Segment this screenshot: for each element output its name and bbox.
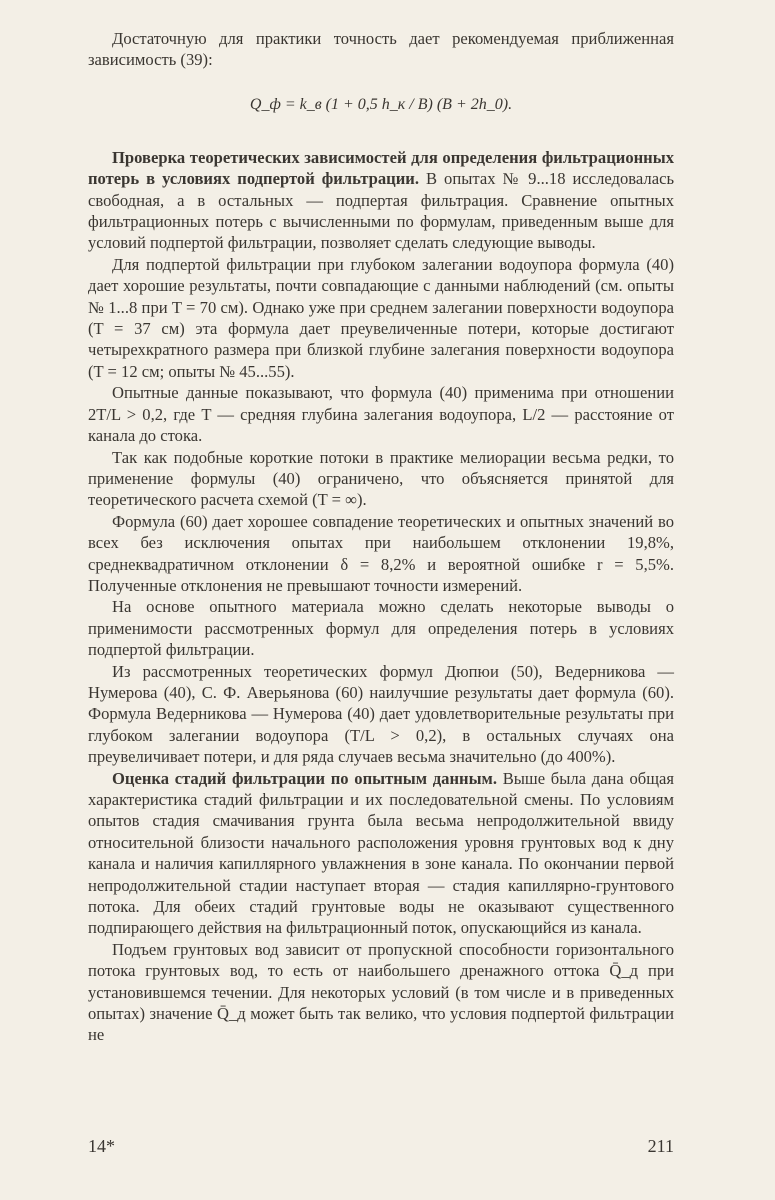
paragraph: Опытные данные показывают, что формула (40) применима при отношении 2T/L > 0,2, где T — средняя глубина залегания водоупора, L/2 — расстояние от канала до стока.: [88, 383, 674, 446]
paragraph: Формула (60) дает хорошее совпадение теоретических и опытных значений во всех без исключения опытах при наибольшем отклонении 19,8%, среднеквадратичном отклонении δ = 8,2% и вероятной ошибке r = 5,5%. Полученные отклонения не превышают точности измерений.: [88, 511, 674, 595]
page-number: 211: [647, 1136, 674, 1156]
paragraph: Подъем грунтовых вод зависит от пропускной способности горизонтального потока грунтовых вод, то есть от наибольшего дренажного оттока Q̄_д при установившемся течении. Для некоторых условий (в том числе и в приведенных опытах) значение Q̄_д может быть так велико, что условия подпертой фильтрации не: [88, 939, 674, 1045]
paragraph: Из рассмотренных теоретических формул Дюпюи (50), Ведерникова — Нумерова (40), С. Ф. Аверьянова (60) наилучшие результаты дает формула (60). Формула Ведерникова — Нумерова (40) дает удовлетворительные результаты при глубоком залегании водоупора (T/L > 0,2), в остальных случаях она преувеличивает потери, и для ряда случаев весьма значительно (до 400%).: [88, 661, 674, 767]
page-footer: [88, 1136, 674, 1157]
section-check-theory: [88, 147, 674, 254]
paragraph: На основе опытного материала можно сделать некоторые выводы о применимости рассмотренных формул для определения потерь в условиях подпертой фильтрации.: [88, 597, 674, 660]
signature-mark: 14*: [88, 1136, 115, 1156]
formula-39: Q_ф = k_в (1 + 0,5 h_к / B) (B + 2h_0).: [249, 95, 513, 113]
page-body: [88, 28, 674, 1046]
section-text: В опытах № 9...18 исследовалась свободная, а в остальных — подпертая фильтрация. Сравнение опытных фильтрационных потерь с вычисленными по формулам, приведенным выше для условий подпертой фильтрации, позволяет сделать следующие выводы.: [88, 169, 675, 253]
paragraph: Так как подобные короткие потоки в практике мелиорации весьма редки, то применение формулы (40) ограничено, что объясняется принятой для теоретического расчета схемой (T = ∞).: [88, 447, 674, 510]
intro-paragraph: Достаточную для практики точность дает рекомендуемая приближенная зависимость (39):: [88, 29, 674, 70]
section-heading: Оценка стадий фильтрации по опытным данным.: [112, 768, 497, 788]
section-heading: Проверка теоретических зависимостей для определения фильтрационных потерь в условиях подпертой фильтрации.: [88, 147, 674, 189]
section-text: Выше была дана общая характеристика стадий фильтрации и их последовательной смены. По условиям опытов стадия смачивания грунта была весьма непродолжительной ввиду относительной близости начального расположения уровня грунтовых вод к дну канала и наличия капиллярного увлажнения в зоне канала. По окончании первой непродолжительной стадии наступает вторая — стадия капиллярно-грунтового потока. Для обеих стадий грунтовые воды не оказывают существенного подпирающего действия на фильтрационный поток, опускающийся из канала.: [88, 768, 674, 938]
section-stages: [88, 768, 674, 939]
paragraph: Для подпертой фильтрации при глубоком залегании водоупора формула (40) дает хорошие результаты, почти совпадающие с данными наблюдений (см. опыты № 1...8 при T = 70 см). Однако уже при среднем залегании поверхности водоупора (T = 37 см) эта формула дает преувеличенные потери, которые достигают четырехкратного размера при близкой глубине залегания поверхности водоупора (T = 12 см; опыты № 45...55).: [88, 254, 674, 381]
